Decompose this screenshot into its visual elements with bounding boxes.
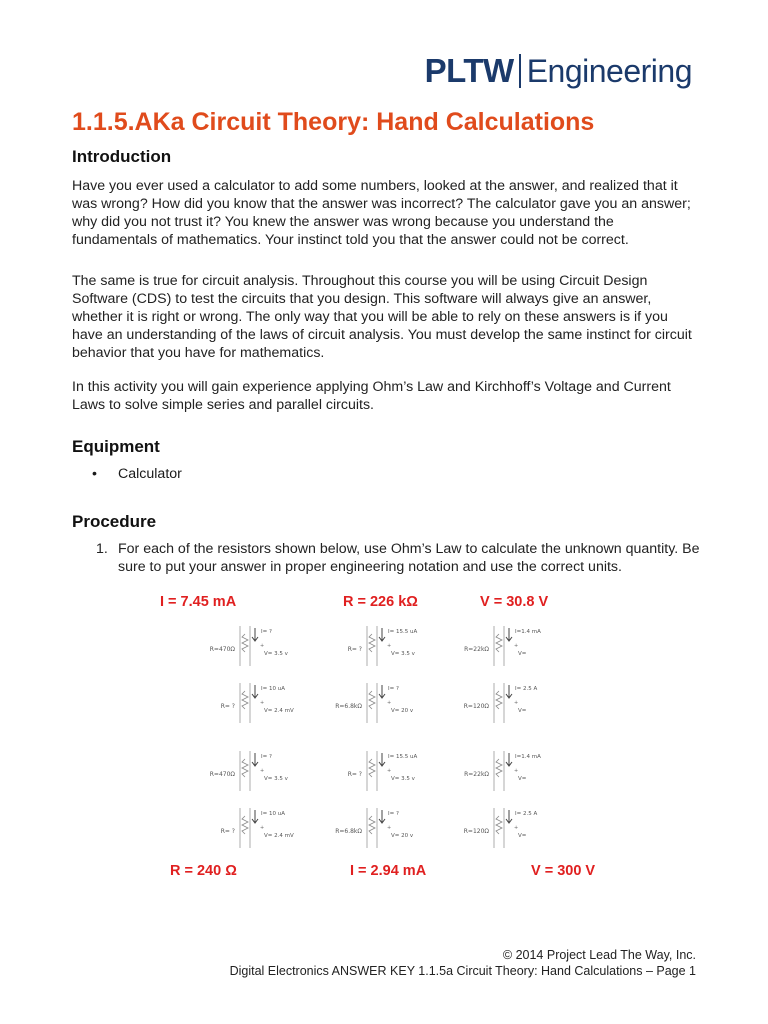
resistance-label: R= ? [347,771,362,778]
svg-text:+: + [387,700,392,706]
current-label: I=1.4 mA [515,629,541,635]
resistance-label: R=22kΩ [464,771,489,778]
resistor-circuit-cell [221,683,294,723]
resistor-circuit-cell [221,808,294,848]
logo-brand: PLTW [424,52,514,89]
svg-text:+: + [514,643,519,649]
voltage-label: V= 20 v [391,708,414,714]
intro-paragraph-2: The same is true for circuit analysis. Throughout this course you will be using Circuit Design Software (CDS) to test the circuits that you design. This software will always give an answer, whether it is right or wrong. The only way that you will be able to rely on these answers is if you have an understanding of the laws of circuit analysis. You must develop the same instinct for circuit behavior that you have for mathematics. [72,273,692,361]
voltage-label: V= 2.4 mV [264,833,294,839]
svg-text:+: + [387,643,392,649]
resistor-circuit-cell [464,751,541,791]
current-label: I= ? [261,629,272,635]
current-label: I= ? [261,754,272,760]
circuit-diagram-panel-top [195,620,575,730]
step-number: 1. [96,541,108,557]
answer-bottom-2: I = 2.94 mA [350,863,427,879]
equipment-heading: Equipment [72,437,160,456]
resistor-circuit-cell [335,808,414,848]
svg-text:+: + [260,825,265,831]
voltage-label: V= [518,833,527,839]
resistance-label: R=22kΩ [464,646,489,653]
voltage-label: V= [518,776,527,782]
voltage-label: V= 3.5 v [264,776,288,782]
resistor-circuit-cell [464,683,538,723]
answer-top-2: R = 226 kΩ [343,594,418,610]
svg-text:+: + [514,825,519,831]
resistance-label: R=470Ω [209,646,235,653]
logo-word: Engineering [526,52,692,89]
footer-doc-line: Digital Electronics ANSWER KEY 1.1.5a Circuit Theory: Hand Calculations – Page 1 [229,964,696,978]
resistance-label: R= ? [220,703,235,710]
answer-top-1: I = 7.45 mA [160,594,237,610]
answer-bottom-1: R = 240 Ω [170,863,237,879]
resistor-circuit-cell [464,626,541,666]
voltage-label: V= 3.5 v [264,651,288,657]
resistor-circuit-cell [210,626,289,666]
svg-text:+: + [514,768,519,774]
circuit-diagram-svg [195,745,575,855]
current-label: I= ? [388,686,399,692]
bullet-icon: • [92,466,97,482]
voltage-label: V= 3.5 v [391,776,415,782]
resistance-label: R=120Ω [463,828,489,835]
current-label: I=1.4 mA [515,754,541,760]
resistor-circuit-cell [210,751,289,791]
introduction-heading: Introduction [72,147,172,166]
step-text: For each of the resistors shown below, use Ohm’s Law to calculate the unknown quantity. Be sure to put your answer in proper engineering notation and use the correct units. [118,541,700,575]
voltage-label: V= 20 v [391,833,414,839]
equipment-item [92,466,182,482]
svg-text:+: + [387,768,392,774]
answer-bottom-3: V = 300 V [531,863,596,879]
resistance-label: R=470Ω [209,771,235,778]
resistance-label: R=6.8kΩ [335,828,362,835]
current-label: I= 15.5 uA [388,754,418,760]
current-label: I= 10 uA [261,686,285,692]
current-label: I= 10 uA [261,811,285,817]
answer-top-3: V = 30.8 V [480,594,549,610]
voltage-label: V= 3.5 v [391,651,415,657]
current-label: I= 15.5 uA [388,629,418,635]
svg-text:+: + [260,700,265,706]
intro-paragraph-1: Have you ever used a calculator to add some numbers, looked at the answer, and realized that it was wrong? How did you know that the answer was incorrect? The calculator gave you an answer; why did you not trust it? You knew the answer was wrong because you understand the fundamentals of mathematics. Your instinct told you that the answer could not be correct. [72,178,691,248]
resistance-label: R=6.8kΩ [335,703,362,710]
footer-copyright: © 2014 Project Lead The Way, Inc. [502,948,696,962]
svg-text:+: + [260,643,265,649]
logo-divider [519,54,521,88]
resistor-circuit-cell [348,751,418,791]
resistor-circuit-cell [348,626,418,666]
current-label: I= 2.5 A [515,811,538,817]
resistance-label: R= ? [220,828,235,835]
svg-text:+: + [514,700,519,706]
svg-text:+: + [260,768,265,774]
voltage-label: V= [518,708,527,714]
procedure-step-1 [96,540,706,576]
equipment-item-label: Calculator [118,466,182,482]
resistance-label: R= ? [347,646,362,653]
circuit-diagram-panel-bottom [195,745,575,855]
pltw-engineering-logo [425,52,692,90]
voltage-label: V= 2.4 mV [264,708,294,714]
voltage-label: V= [518,651,527,657]
resistor-circuit-cell [335,683,414,723]
procedure-heading: Procedure [72,512,157,531]
resistance-label: R=120Ω [463,703,489,710]
resistor-circuit-cell [464,808,538,848]
circuit-diagram-svg [195,620,575,730]
intro-paragraph-3: In this activity you will gain experience applying Ohm’s Law and Kirchhoff’s Voltage and Current Laws to solve simple series and parallel circuits. [72,379,671,413]
svg-text:+: + [387,825,392,831]
page-title: 1.1.5.AKa Circuit Theory: Hand Calculations [72,108,595,136]
current-label: I= 2.5 A [515,686,538,692]
current-label: I= ? [388,811,399,817]
